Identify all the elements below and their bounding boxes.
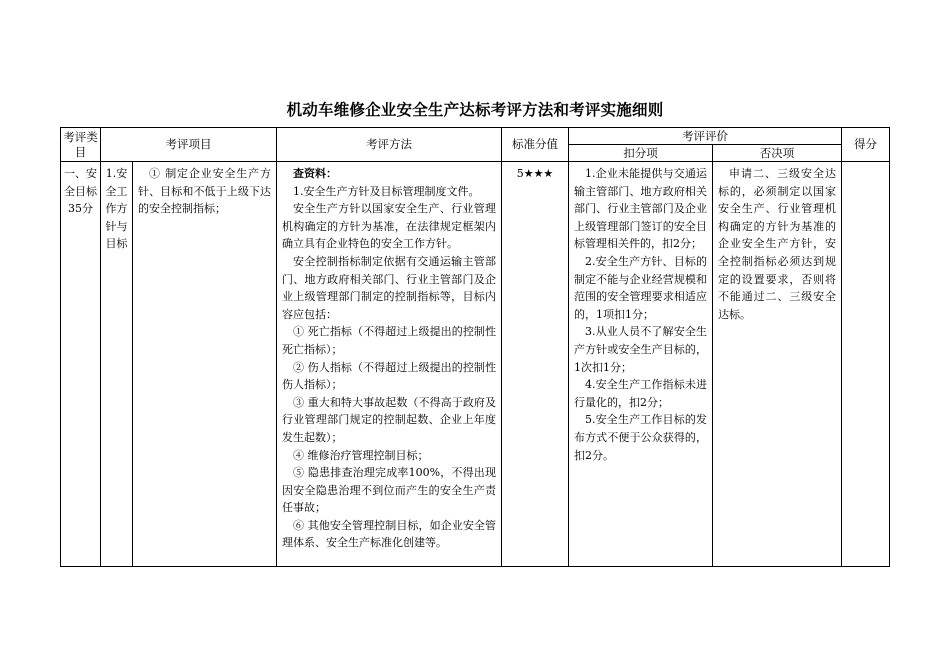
category-cell: 一、安全目标35分 [61,162,101,567]
item-number-cell: 1.安全工作方针与目标 [101,162,133,567]
item-description-cell: ① 制定企业安全生产方针、目标和不低于上级下达的安全控制指标； [133,162,277,567]
method-line: ⑥ 其他安全管理控制目标，如企业安全管理体系、安全生产标准化创建等。 [282,518,496,550]
header-method: 考评方法 [277,128,502,162]
method-heading: 查资料： [293,167,337,180]
deduction-line: 4.安全生产工作指标未进行量化的，扣2分； [574,378,707,409]
table-row [61,162,890,567]
header-result: 得分 [842,128,890,162]
header-evaluation: 考评评价 [569,128,842,145]
method-line: 安全控制指标制定依据有交通运输主管部门、地方政府相关部门、行业主管部门及企业上级管理部门制定的控制指标等，目标内容应包括： [282,254,496,321]
header-score: 标准分值 [502,128,569,162]
method-line: ④ 维修治疗管理控制目标； [293,448,429,462]
method-line: ③ 重大和特大事故起数（不得高于政府及行业管理部门规定的控制起数、企业上年度发生起数）； [282,395,496,444]
header-deduction: 扣分项 [569,145,713,162]
result-cell [842,162,890,567]
header-item: 考评项目 [101,128,277,162]
header-veto: 否决项 [713,145,842,162]
method-line: 安全生产方针以国家安全生产、行业管理机构确定的方针为基准，在法律规定框架内确立具有企业特色的安全工作方针。 [282,202,496,251]
deduction-line: 3.从业人员不了解安全生产方针或安全生产目标的，1次扣1分； [574,325,707,374]
evaluation-table [60,127,890,567]
method-line: ① 死亡指标（不得超过上级提出的控制性死亡指标）； [282,325,496,356]
score-cell: 5★★★ [502,162,569,567]
method-line: ② 伤人指标（不得超过上级提出的控制性伤人指标）； [282,360,496,392]
veto-cell: 申请二、三级安全达标的，必须制定以国家安全生产、行业管理机构确定的方针为基准的企业安全生产方针，安全控制指标必须达到规定的设置要求，否则将不能通过二、三级安全达标。 [713,162,842,567]
header-category: 考评类目 [61,128,101,162]
deduction-cell [569,162,713,567]
deduction-line: 2.安全生产方针、目标的制定不能与企业经营规模和范围的安全管理要求相适应的，1项扣1分； [574,254,707,321]
method-line: 1.安全生产方针及目标管理制度文件。 [293,184,480,198]
method-line: ⑤ 隐患排查治理完成率100%，不得出现因安全隐患治理不到位而产生的安全生产责任事故； [282,466,496,515]
method-cell [277,162,502,567]
page-title: 机动车维修企业安全生产达标考评方法和考评实施细则 [286,101,664,119]
deduction-line: 1.企业未能提供与交通运输主管部门、地方政府相关部门、行业主管部门及企业上级管理部门签订的安全目标管理相关件的，扣2分； [574,167,707,251]
deduction-line: 5.安全生产工作目标的发布方式不便于公众获得的，扣2分。 [574,413,707,462]
